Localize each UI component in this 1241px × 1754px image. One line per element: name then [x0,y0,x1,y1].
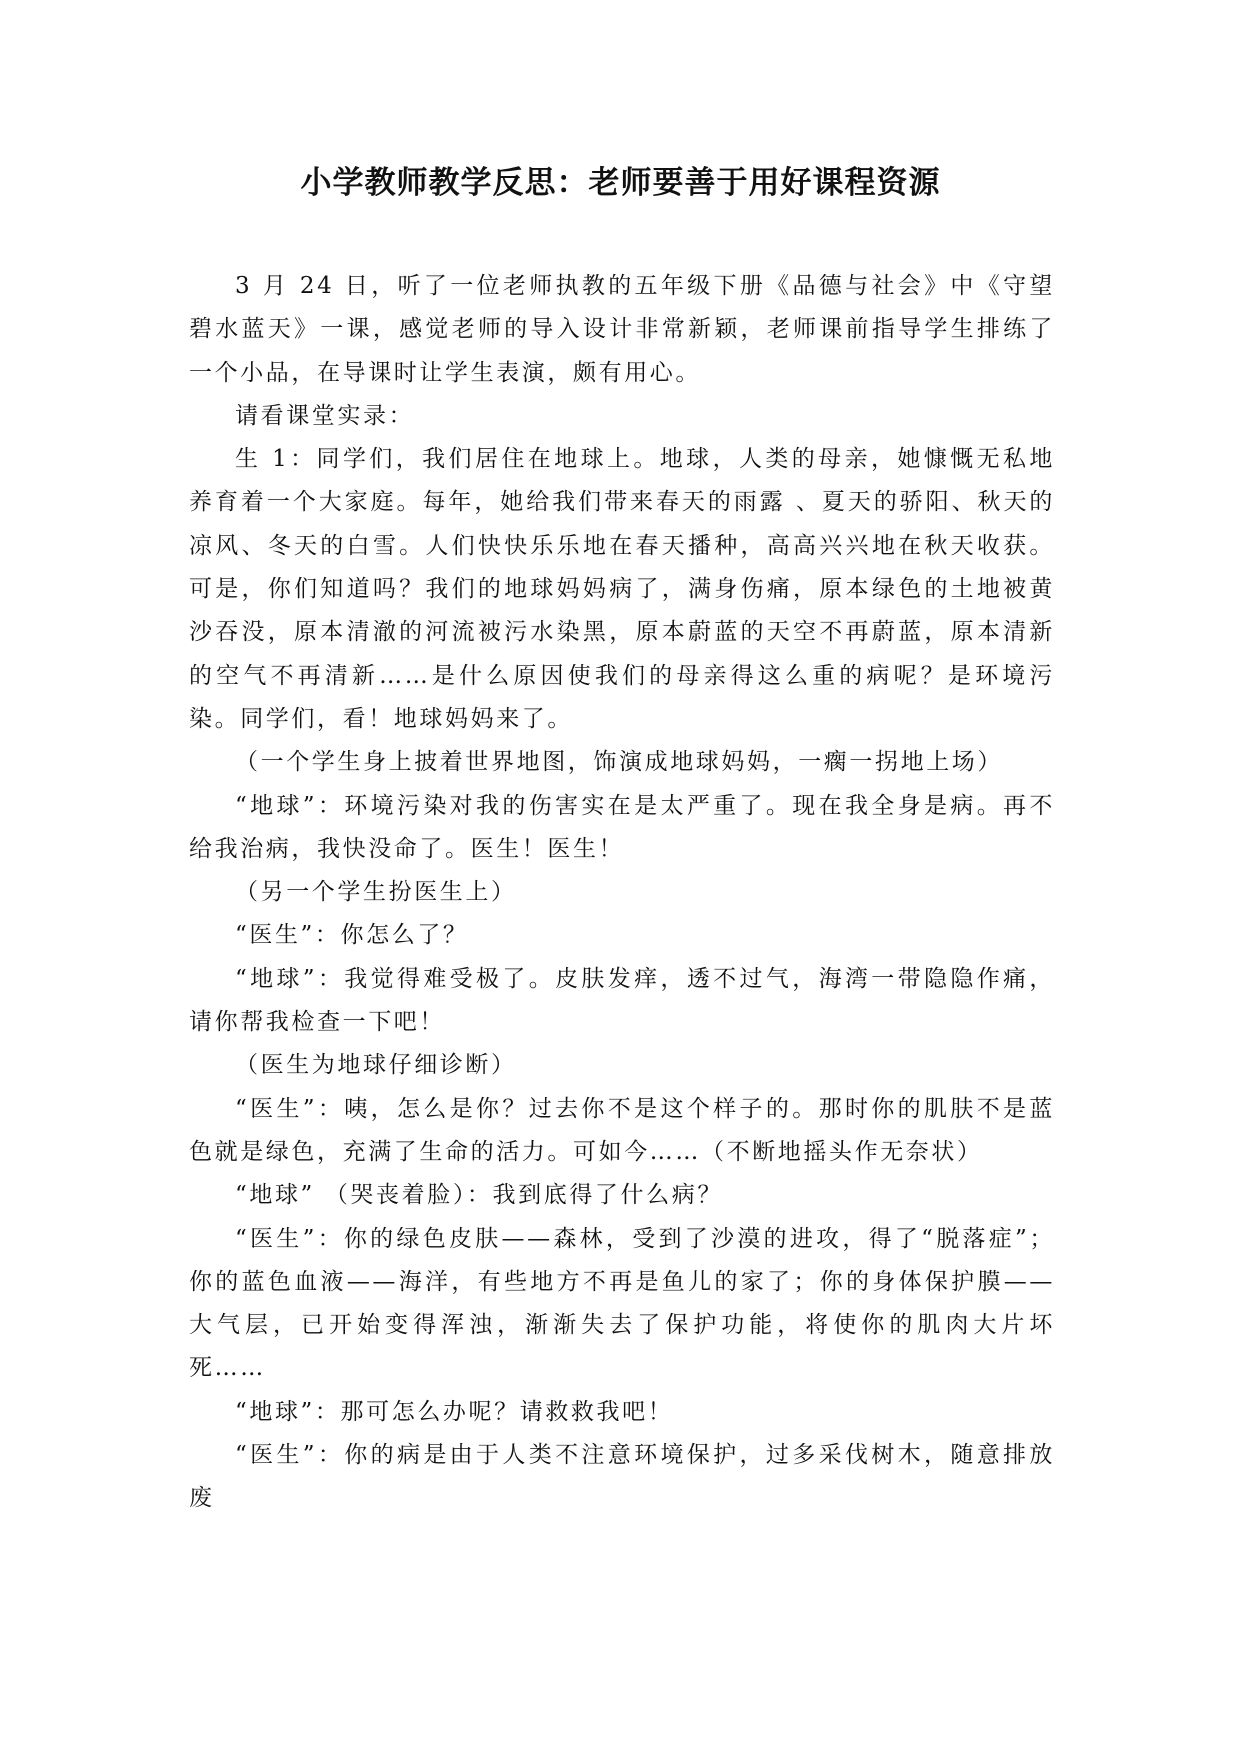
paragraph-earth-line-3: “地球” （哭丧着脸）：我到底得了什么病？ [235,1182,723,1209]
paragraph-stage-direction-earth: （一个学生身上披着世界地图，饰演成地球妈妈，一瘸一拐地上场） [235,749,1003,776]
paragraph-intro: 3 月 24 日，听了一位老师执教的五年级下册《品德与社会》中《守望碧水蓝天》一课，感觉老师的导入设计非常新颖，老师课前指导学生排练了一个小品，在导课时让学生表演，颇有用心。 [189,273,1055,386]
paragraph-earth-line-1: “地球”：环境污染对我的伤害实在是太严重了。现在我全身是病。再不给我治病，我快没命了。医生！医生！ [189,792,1055,862]
paragraph-doctor-line-1: “医生”：你怎么了？ [235,922,469,949]
paragraph-stage-direction-diagnosis: （医生为地球仔细诊断） [235,1052,517,1079]
document-title: 小学教师教学反思：老师要善于用好课程资源 [300,165,941,201]
paragraph-record-heading: 请看课堂实录： [235,402,415,429]
document-body [189,265,1055,1521]
paragraph-doctor-line-4: “医生”：你的病是由于人类不注意环境保护，过多采伐树木，随意排放废 [189,1442,1055,1512]
paragraph-doctor-line-2: “医生”：咦，怎么是你？过去你不是这个样子的。那时你的肌肤不是蓝色就是绿色，充满了生命的活力。可如今……（不断地摇头作无奈状） [189,1095,1055,1165]
paragraph-earth-line-2: “地球”：我觉得难受极了。皮肤发痒，透不过气，海湾一带隐隐作痛，请你帮我检查一下吧！ [189,965,1055,1036]
paragraph-earth-line-4: “地球”：那可怎么办呢？请救救我吧！ [235,1398,674,1425]
paragraph-doctor-line-3: “医生”：你的绿色皮肤——森林，受到了沙漠的进攻，得了“脱落症”；你的蓝色血液——海洋，有些地方不再是鱼儿的家了；你的身体保护膜——大气层，已开始变得浑浊，渐渐失去了保护功能，将使你的肌肉大片坏死…… [189,1225,1055,1382]
paragraph-stage-direction-doctor: （另一个学生扮医生上） [235,879,517,906]
paragraph-student-1: 生 1：同学们，我们居住在地球上。地球，人类的母亲，她慷慨无私地养育着一个大家庭。每年，她给我们带来春天的雨露 、夏天的骄阳、秋天的凉风、冬天的白雪。人们快快乐乐地在春天播种，高高兴兴地在秋天收获。可是，你们知道吗？我们的地球妈妈病了，满身伤痛，原本绿色的土地被黄沙吞没，原本清澈的河流被污水染黑，原本蔚蓝的天空不再蔚蓝，原本清新的空气不再清新……是什么原因使我们的母亲得这么重的病呢？是环境污染。同学们，看！地球妈妈来了。 [189,446,1055,732]
